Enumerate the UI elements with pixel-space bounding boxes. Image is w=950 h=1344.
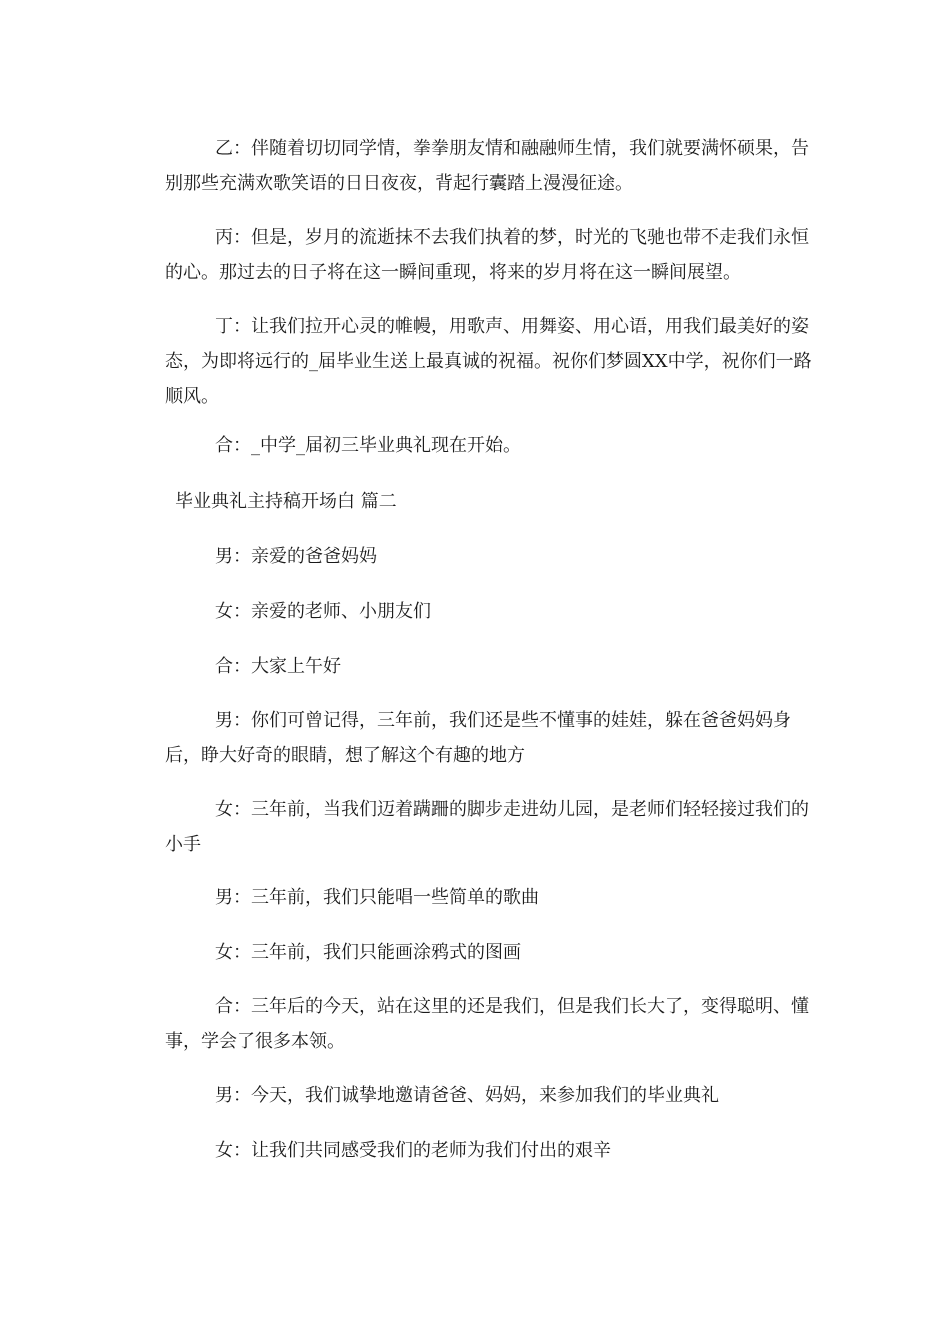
section-heading: 毕业典礼主持稿开场白 篇二 [175,491,397,512]
paragraph-nan-3: 男：三年前，我们只能唱一些简单的歌曲 [215,887,539,908]
paragraph-he-opening: 合：_中学_届初三毕业典礼现在开始。 [215,435,521,456]
paragraph-nan-2: 男：你们可曾记得，三年前，我们还是些不懂事的娃娃，躲在爸爸妈妈身后，睁大好奇的眼睛，想了解这个有趣的地方 [165,710,791,766]
paragraph-nv-3: 女：三年前，我们只能画涂鸦式的图画 [215,942,521,963]
paragraph-nan-4: 男：今天，我们诚挚地邀请爸爸、妈妈，来参加我们的毕业典礼 [215,1085,719,1106]
paragraph-nv-2: 女：三年前，当我们迈着蹒跚的脚步走进幼儿园，是老师们轻轻接过我们的小手 [165,799,809,855]
paragraph-he-1: 合：大家上午好 [215,656,341,677]
paragraph-nan-1: 男：亲爱的爸爸妈妈 [215,546,377,567]
paragraph-yi: 乙：伴随着切切同学情，拳拳朋友情和融融师生情，我们就要满怀硕果，告别那些充满欢歌笑语的日日夜夜，背起行囊踏上漫漫征途。 [165,138,809,194]
paragraph-nv-1: 女：亲爱的老师、小朋友们 [215,601,431,622]
paragraph-nv-4: 女：让我们共同感受我们的老师为我们付出的艰辛 [215,1140,611,1161]
paragraph-he-2: 合：三年后的今天，站在这里的还是我们，但是我们长大了，变得聪明、懂事，学会了很多本领。 [165,996,809,1052]
paragraph-ding: 丁：让我们拉开心灵的帷幔，用歌声、用舞姿、用心语，用我们最美好的姿态，为即将远行的_届毕业生送上最真诚的祝福。祝你们梦圆XX中学，祝你们一路顺风。 [165,316,812,407]
paragraph-bing: 丙：但是，岁月的流逝抹不去我们执着的梦，时光的飞驰也带不走我们永恒的心。那过去的日子将在这一瞬间重现，将来的岁月将在这一瞬间展望。 [165,227,809,283]
